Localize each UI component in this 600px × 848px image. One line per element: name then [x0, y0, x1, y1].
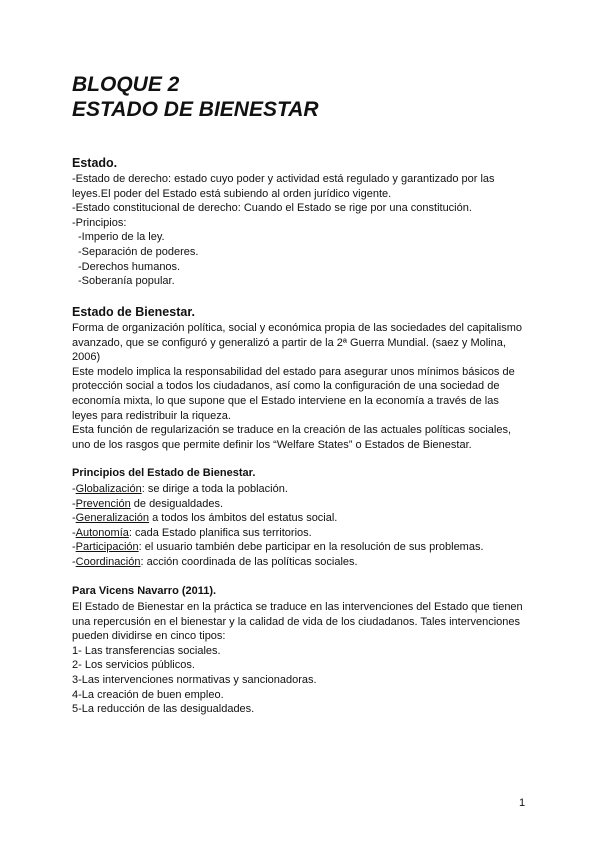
document-title-block — [72, 72, 532, 122]
principle-item: -Separación de poderes. — [78, 245, 199, 258]
section-navarro — [72, 584, 532, 717]
navarro-line: 1- Las transferencias sociales. — [72, 644, 221, 657]
principios-item: -Generalización a todos los ámbitos del estatus social. — [72, 512, 338, 525]
principio-text: : cada Estado planifica sus territorios. — [128, 526, 312, 539]
principio-text: a todos los ámbitos del estatus social. — [149, 512, 338, 525]
principio-term: Globalización — [75, 483, 142, 495]
bienestar-line: Este modelo implica la responsabilidad del estado para asegurar unos mínimos básicos de — [72, 365, 515, 378]
bienestar-line: protección social a todos los ciudadanos, así como la configuración de una sociedad de — [72, 380, 500, 393]
principio-term: Coordinación — [75, 555, 141, 568]
navarro-line: El Estado de Bienestar en la práctica se traduce en las intervenciones del Estado que tienen — [72, 601, 523, 613]
estado-line: -Estado de derecho: estado cuyo poder y actividad está regulado y garantizado por las — [72, 173, 495, 185]
principio-term: Generalización — [75, 512, 150, 525]
navarro-line: una repercusión en el bienestar y la calidad de vida de los ciudadanos. Tales intervenciones — [72, 615, 521, 628]
principio-term: Prevención — [75, 497, 131, 510]
principios-item: -Autonomía: cada Estado planifica sus territorios. — [72, 526, 312, 539]
principle-item: -Imperio de la ley. — [78, 231, 165, 244]
navarro-line: 3-Las intervenciones normativas y sancionadoras. — [72, 673, 317, 686]
navarro-line: 4-La creación de buen empleo. — [72, 688, 224, 701]
bienestar-line: leyes para redistribuir la riqueza. — [72, 409, 231, 422]
principios-item: -Coordinación: acción coordinada de las políticas sociales. — [72, 555, 358, 568]
heading-estado: Estado. — [72, 156, 118, 170]
principio-text: : acción coordinada de las políticas sociales. — [140, 555, 358, 568]
bienestar-line: Forma de organización política, social y económica propia de las sociedades del capitalismo — [72, 322, 523, 334]
section-estado — [72, 155, 532, 289]
principios-item: -Participación: el usuario también debe participar en la resolución de sus problemas. — [72, 541, 484, 554]
principio-text: : el usuario también debe participar en la resolución de sus problemas. — [138, 541, 484, 554]
principio-term: Autonomía — [75, 526, 129, 539]
estado-line: -Principios: — [72, 216, 127, 229]
section-principios — [72, 466, 532, 570]
estado-line: -Estado constitucional de derecho: Cuando el Estado se rige por una constitución. — [72, 202, 472, 215]
principios-item: -Prevención de desigualdades. — [72, 497, 224, 510]
bienestar-line: economía mixta, lo que supone que el Estado interviene en la economía a través de las — [72, 394, 499, 407]
title-bloque: BLOQUE 2 — [72, 73, 180, 96]
navarro-line: pueden dividirse en cinco tipos: — [72, 630, 226, 643]
heading-navarro: Para Vicens Navarro (2011). — [72, 585, 217, 597]
bienestar-line: avanzado, que se configuró y generalizó a partir de la 2ª Guerra Mundial. (saez y Molina, — [72, 336, 506, 349]
principle-item: -Soberanía popular. — [78, 275, 175, 288]
bienestar-line: uno de los rasgos que permite definir los “Welfare States” o Estados de Bienestar. — [72, 438, 472, 451]
heading-principios: Principios del Estado de Bienestar. — [72, 467, 256, 479]
estado-line: leyes.El poder del Estado está subiendo al orden jurídico vigente. — [72, 187, 392, 200]
heading-estado-de-bienestar: Estado de Bienestar. — [72, 305, 195, 319]
principle-item: -Derechos humanos. — [78, 260, 181, 273]
navarro-line: 5-La reducción de las desigualdades. — [72, 703, 255, 716]
bienestar-line: 2006) — [72, 351, 101, 364]
principio-term: Participación — [75, 541, 139, 554]
principio-text: de desigualdades. — [130, 497, 224, 510]
title-estado-de-bienestar: ESTADO DE BIENESTAR — [72, 98, 319, 121]
section-estado-de-bienestar — [72, 304, 532, 452]
principio-text: : se dirige a toda la población. — [141, 483, 288, 495]
page-number: 1 — [519, 797, 526, 809]
navarro-line: 2- Los servicios públicos. — [72, 659, 195, 672]
principios-item: -Globalización: se dirige a toda la población. — [72, 483, 288, 495]
bienestar-line: Esta función de regularización se traduce en la creación de las actuales políticas sociales, — [72, 424, 512, 437]
